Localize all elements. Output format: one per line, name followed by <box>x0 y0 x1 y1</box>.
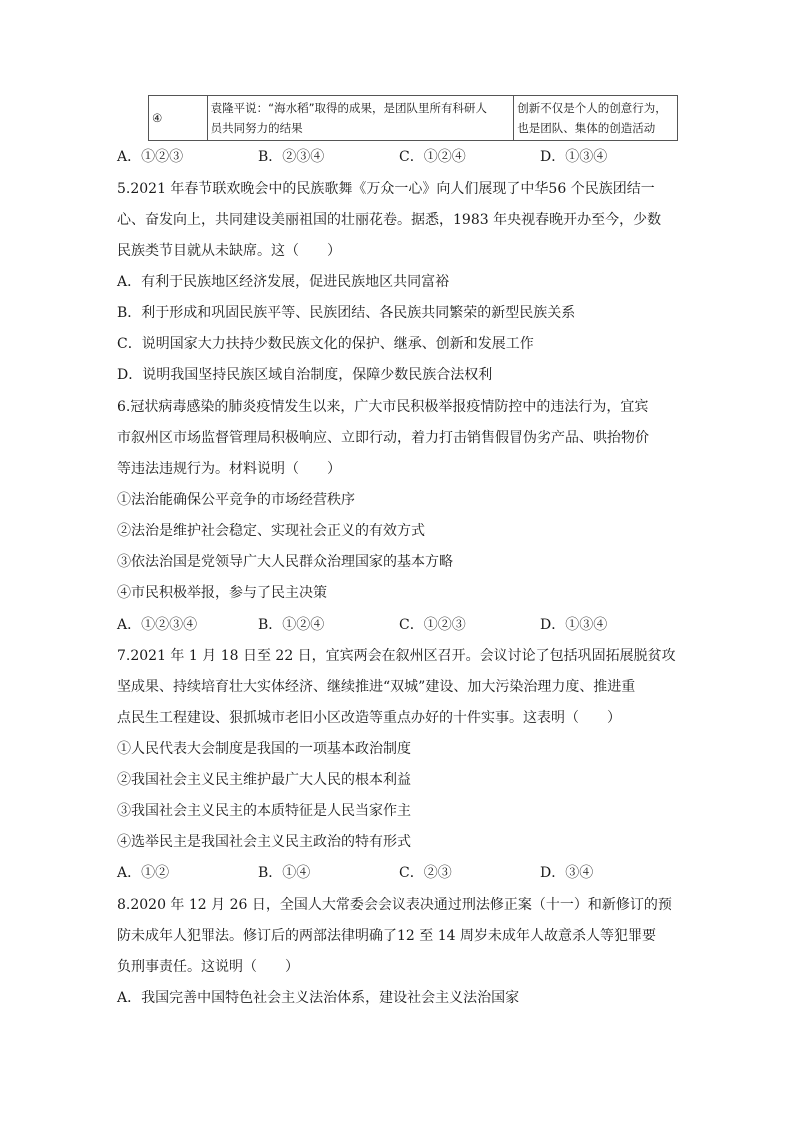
q7-option-a: A．①② <box>117 865 170 881</box>
answer-table-fragment <box>148 95 678 141</box>
q7-stem-line-2: 坚成果、持续培育壮大实体经济、继续推进“双城”建设、加大污染治理力度、推进重 <box>117 679 636 695</box>
q6-option-a: A．①②③④ <box>117 617 198 633</box>
q7-item-4: ④选举民主是我国社会主义民主政治的特有形式 <box>117 834 411 850</box>
q8-stem-line-1: 8.2020 年 12 月 26 日，全国人大常委会会议表决通过刑法修正案（十一）和新修订的预 <box>117 897 672 913</box>
q6-option-b: B．①②④ <box>258 617 325 633</box>
q7-item-3: ③我国社会主义民主的本质特征是人民当家作主 <box>117 803 411 819</box>
q7-stem-line-1: 7.2021 年 1 月 18 日至 22 日，宜宾两会在叙州区召开。会议讨论了包括巩固拓展脱贫攻 <box>117 648 676 664</box>
q5-option-b: B．利于形成和巩固民族平等、民族团结、各民族共同繁荣的新型民族关系 <box>117 305 576 321</box>
q6-item-2: ②法治是维护社会稳定、实现社会正义的有效方式 <box>117 523 425 539</box>
table-cell-quote: 袁隆平说：“海水稻”取得的成果，是团队里所有科研人 员共同努力的结果 <box>207 96 514 141</box>
q5-stem-line-1: 5.2021 年春节联欢晚会中的民族歌舞《万众一心》向人们展现了中华56 个民族团结一 <box>117 181 655 197</box>
table-cell-principle: 创新不仅是个人的创意行为， 也是团队、集体的创造活动 <box>514 96 678 141</box>
q6-option-c: C．①②③ <box>399 617 466 633</box>
q4-option-c: C．①②④ <box>399 149 466 165</box>
q6-option-d: D．①③④ <box>540 617 608 633</box>
q6-stem-line-3: 等违法违规行为。材料说明（ ） <box>117 461 341 477</box>
q4-option-b: B．②③④ <box>258 149 325 165</box>
q5-option-a: A．有利于民族地区经济发展，促进民族地区共同富裕 <box>117 274 450 290</box>
q7-item-1: ①人民代表大会制度是我国的一项基本政治制度 <box>117 741 411 757</box>
q5-stem-line-3: 民族类节目就从未缺席。这（ ） <box>117 243 341 259</box>
q6-options <box>117 616 717 634</box>
q7-stem-line-3: 点民生工程建设、狠抓城市老旧小区改造等重点办好的十件实事。这表明（ ） <box>117 710 621 726</box>
q6-item-4: ④市民积极举报，参与了民主决策 <box>117 585 327 601</box>
q7-option-d: D．③④ <box>540 865 594 881</box>
q4-option-a: A．①②③ <box>117 149 184 165</box>
q6-item-3: ③依法治国是党领导广大人民群众治理国家的基本方略 <box>117 554 453 570</box>
q5-stem-line-2: 心、奋发向上，共同建设美丽祖国的壮丽花卷。据悉，1983 年央视春晚开办至今，少数 <box>117 212 662 228</box>
q7-options <box>117 864 717 882</box>
table-row-number: ④ <box>149 96 208 141</box>
q4-option-d: D．①③④ <box>540 149 608 165</box>
table-row <box>149 96 678 141</box>
q6-stem-line-1: 6.冠状病毒感染的肺炎疫情发生以来，广大市民积极举报疫情防控中的违法行为，宜宾 <box>117 399 649 415</box>
q8-option-a: A．我国完善中国特色社会主义法治体系，建设社会主义法治国家 <box>117 990 520 1006</box>
q5-option-d: D．说明我国坚持民族区域自治制度，保障少数民族合法权利 <box>117 367 493 383</box>
q6-item-1: ①法治能确保公平竞争的市场经营秩序 <box>117 492 355 508</box>
q7-option-b: B．①④ <box>258 865 311 881</box>
q4-options <box>117 148 717 166</box>
q7-item-2: ②我国社会主义民主维护最广大人民的根本利益 <box>117 772 411 788</box>
q5-option-c: C．说明国家大力扶持少数民族文化的保护、继承、创新和发展工作 <box>117 336 534 352</box>
q8-stem-line-3: 负刑事责任。这说明（ ） <box>117 959 299 975</box>
q6-stem-line-2: 市叙州区市场监督管理局积极响应、立即行动，着力打击销售假冒伪劣产品、哄抬物价 <box>117 430 649 446</box>
q7-option-c: C．②③ <box>399 865 452 881</box>
q8-stem-line-2: 防未成年人犯罪法。修订后的两部法律明确了12 至 14 周岁未成年人故意杀人等犯罪要 <box>117 928 656 944</box>
